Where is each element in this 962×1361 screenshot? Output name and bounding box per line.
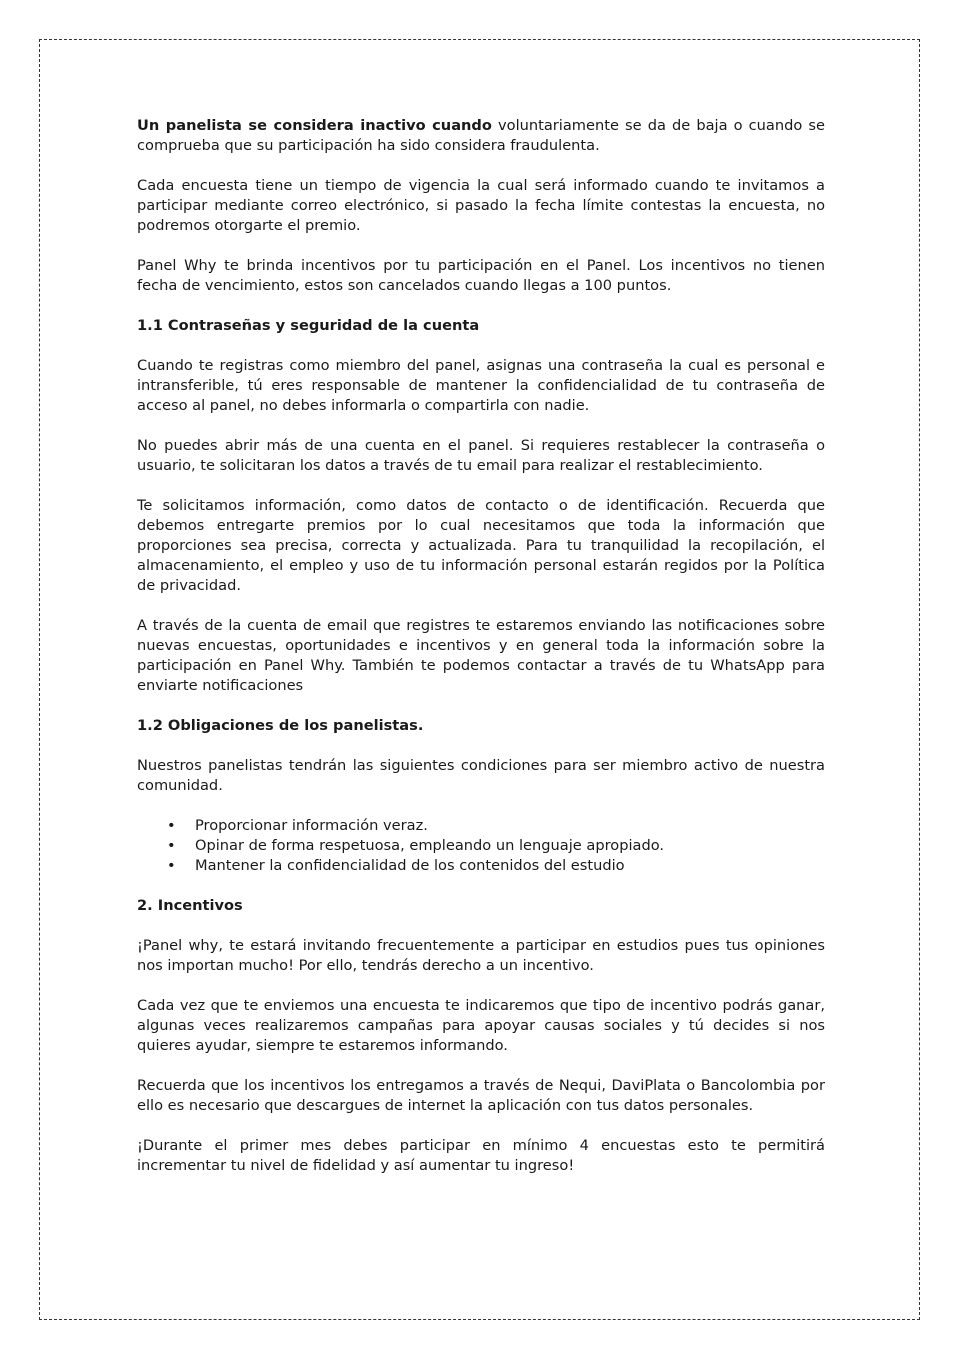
section-1-1-title: 1.1 Contraseñas y seguridad de la cuenta <box>137 317 480 334</box>
paragraph-primer-mes: ¡Durante el primer mes debes participar en mínimo 4 encuestas esto te permitirá incrementar tu nivel de fidelidad y así aumentar tu ingreso! <box>137 1137 825 1174</box>
bullet-icon: • <box>167 817 176 834</box>
obligations-list <box>137 816 825 876</box>
paragraph-invitacion: ¡Panel why, te estará invitando frecuentemente a participar en estudios pues tus opiniones nos importan mucho! Por ello, tendrás derecho a un incentivo. <box>137 937 825 974</box>
paragraph-informacion: Te solicitamos información, como datos de contacto o de identificación. Recuerda que debemos entregarte premios por lo cual necesitamos que toda la información que proporciones sea precisa, correcta y actualizada. Para tu tranquilidad la recopilación, el almacenamiento, el empleo y uso de tu información personal estarán regidos por la Política de privacidad. <box>137 497 825 594</box>
paragraph-vigencia: Cada encuesta tiene un tiempo de vigencia la cual será informado cuando te invitamos a participar mediante correo electrónico, si pasado la fecha límite contestas la encuesta, no podremos otorgarte el premio. <box>137 177 825 234</box>
bullet-icon: • <box>167 857 176 874</box>
paragraph-entrega: Recuerda que los incentivos los entregamos a través de Nequi, DaviPlata o Bancolombia por ello es necesario que descargues de internet la aplicación con tus datos personales. <box>137 1077 825 1114</box>
paragraph-tipo-incentivo: Cada vez que te enviemos una encuesta te indicaremos que tipo de incentivo podrás ganar, algunas veces realizaremos campañas para apoyar causas sociales y tú decides si nos quieres ayudar, siempre te estaremos informando. <box>137 997 825 1054</box>
paragraph-notificaciones: A través de la cuenta de email que registres te estaremos enviando las notificaciones sobre nuevas encuestas, oportunidades e incentivos y en general toda la información sobre la participación en Panel Why. También te podemos contactar a través de tu WhatsApp para enviarte notificaciones <box>137 617 825 694</box>
document-body <box>137 116 825 1196</box>
list-item: • Mantener la confidencialidad de los contenidos del estudio <box>167 857 625 874</box>
list-item: • Opinar de forma respetuosa, empleando un lenguaje apropiado. <box>167 837 665 854</box>
intro-rest: voluntariamente se da de baja o cuando se comprueba que su participación ha sido considera fraudulenta. <box>137 117 825 154</box>
bullet-icon: • <box>167 837 176 854</box>
intro-paragraph <box>137 116 825 156</box>
paragraph-cuenta-unica: No puedes abrir más de una cuenta en el panel. Si requieres restablecer la contraseña o usuario, te solicitaran los datos a través de tu email para realizar el restablecimiento. <box>137 437 825 474</box>
section-2-title: 2. Incentivos <box>137 897 243 914</box>
paragraph-condiciones: Nuestros panelistas tendrán las siguientes condiciones para ser miembro activo de nuestra comunidad. <box>137 757 825 794</box>
paragraph-contrasena: Cuando te registras como miembro del panel, asignas una contraseña la cual es personal e intransferible, tú eres responsable de mantener la confidencialidad de tu contraseña de acceso al panel, no debes informarla o compartirla con nadie. <box>137 357 825 414</box>
list-item: • Proporcionar información veraz. <box>167 817 428 834</box>
paragraph-incentivos-vencimiento: Panel Why te brinda incentivos por tu participación en el Panel. Los incentivos no tienen fecha de vencimiento, estos son cancelados cuando llegas a 100 puntos. <box>137 257 825 294</box>
section-1-2-title: 1.2 Obligaciones de los panelistas. <box>137 717 424 734</box>
intro-bold: Un panelista se considera inactivo cuando <box>137 117 492 134</box>
